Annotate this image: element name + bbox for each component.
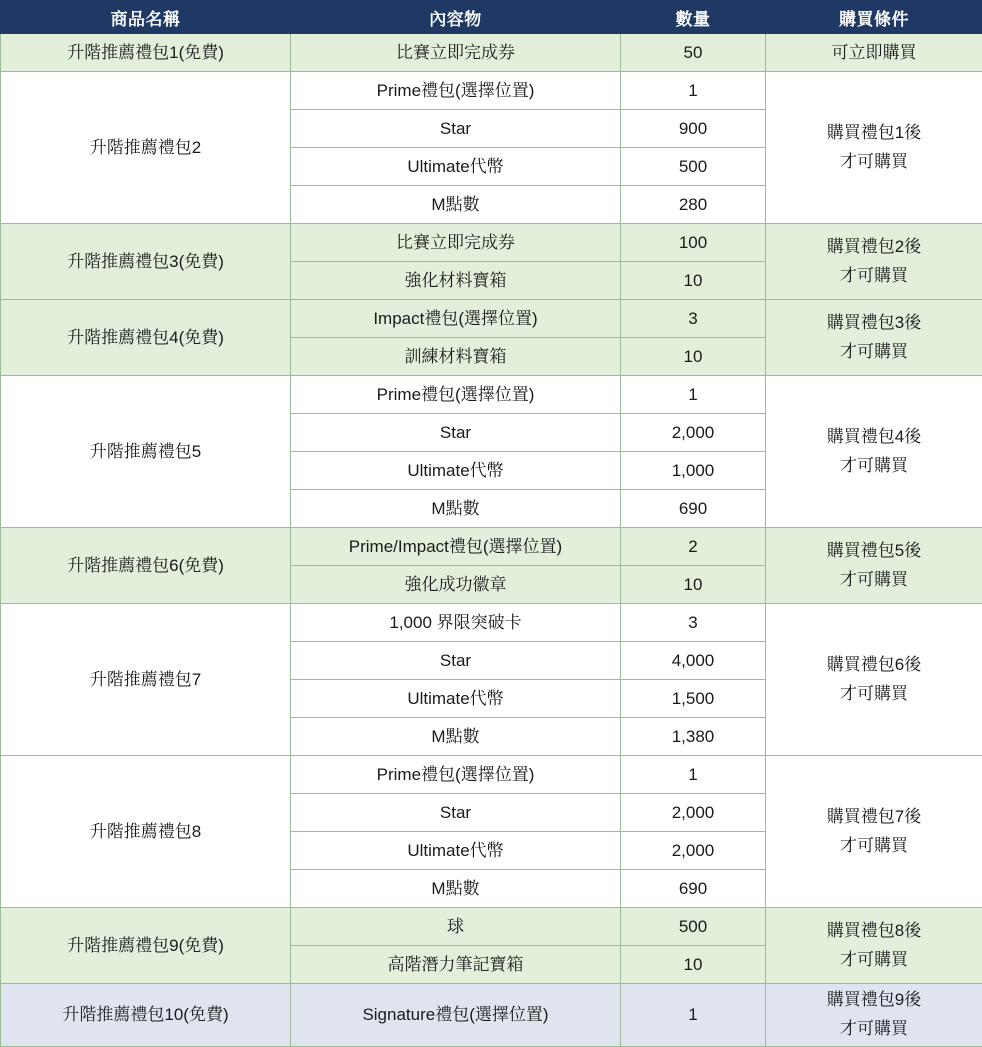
- package-quantity-cell: 900: [621, 110, 766, 148]
- purchase-condition-cell: [766, 34, 982, 72]
- package-content-cell: Ultimate代幣: [291, 148, 621, 186]
- package-content-cell: Ultimate代幣: [291, 452, 621, 490]
- package-quantity-cell: 1: [621, 376, 766, 414]
- package-content-cell: M點數: [291, 490, 621, 528]
- package-content-cell: Impact禮包(選擇位置): [291, 300, 621, 338]
- table-row: [1, 908, 982, 946]
- table-row: [1, 604, 982, 642]
- package-quantity-cell: 10: [621, 946, 766, 984]
- condition-line: 才可購買: [840, 266, 908, 285]
- package-quantity-cell: 280: [621, 186, 766, 224]
- package-quantity-cell: 1: [621, 72, 766, 110]
- purchase-condition-cell: [766, 72, 982, 224]
- package-content-cell: 訓練材料寶箱: [291, 338, 621, 376]
- package-quantity-cell: 2: [621, 528, 766, 566]
- package-name-cell: 升階推薦禮包5: [1, 376, 291, 528]
- package-quantity-cell: 4,000: [621, 642, 766, 680]
- package-content-cell: 強化材料寶箱: [291, 262, 621, 300]
- package-content-cell: Star: [291, 794, 621, 832]
- package-quantity-cell: 1: [621, 984, 766, 1047]
- column-header-contents: 內容物: [291, 1, 621, 34]
- purchase-condition-cell: [766, 300, 982, 376]
- condition-line: 才可購買: [840, 456, 908, 475]
- table-row: [1, 224, 982, 262]
- purchase-condition-cell: [766, 604, 982, 756]
- package-content-cell: M點數: [291, 718, 621, 756]
- package-quantity-cell: 1,500: [621, 680, 766, 718]
- package-content-cell: 比賽立即完成券: [291, 224, 621, 262]
- header-row: [1, 1, 982, 34]
- package-quantity-cell: 690: [621, 490, 766, 528]
- condition-line: 才可購買: [840, 684, 908, 703]
- package-name-cell: 升階推薦禮包6(免費): [1, 528, 291, 604]
- package-content-cell: 1,000 界限突破卡: [291, 604, 621, 642]
- condition-line: 才可購買: [840, 836, 908, 855]
- package-content-cell: 比賽立即完成券: [291, 34, 621, 72]
- package-content-cell: 球: [291, 908, 621, 946]
- condition-line: 購買禮包9後: [827, 990, 921, 1009]
- column-header-quantity: 數量: [621, 1, 766, 34]
- purchase-condition-cell: [766, 908, 982, 984]
- condition-line: 才可購買: [840, 342, 908, 361]
- condition-line: 購買禮包3後: [827, 313, 921, 332]
- package-quantity-cell: 2,000: [621, 794, 766, 832]
- package-content-cell: 強化成功徽章: [291, 566, 621, 604]
- table-row: [1, 984, 982, 1047]
- package-name-cell: 升階推薦禮包4(免費): [1, 300, 291, 376]
- package-quantity-cell: 500: [621, 908, 766, 946]
- package-quantity-cell: 2,000: [621, 832, 766, 870]
- condition-line: 可立即購買: [832, 43, 917, 62]
- condition-line: 購買禮包7後: [827, 807, 921, 826]
- package-content-cell: M點數: [291, 186, 621, 224]
- package-quantity-cell: 50: [621, 34, 766, 72]
- package-content-cell: Star: [291, 414, 621, 452]
- table-row: [1, 72, 982, 110]
- table-body: [1, 34, 982, 1047]
- condition-line: 購買禮包6後: [827, 655, 921, 674]
- package-content-cell: Prime/Impact禮包(選擇位置): [291, 528, 621, 566]
- condition-line: 購買禮包2後: [827, 237, 921, 256]
- package-content-cell: Prime禮包(選擇位置): [291, 376, 621, 414]
- package-content-cell: Ultimate代幣: [291, 832, 621, 870]
- table-row: [1, 376, 982, 414]
- package-quantity-cell: 10: [621, 566, 766, 604]
- package-content-cell: M點數: [291, 870, 621, 908]
- package-content-cell: Ultimate代幣: [291, 680, 621, 718]
- package-name-cell: 升階推薦禮包9(免費): [1, 908, 291, 984]
- package-name-cell: 升階推薦禮包3(免費): [1, 224, 291, 300]
- package-quantity-cell: 10: [621, 262, 766, 300]
- package-content-cell: 高階潛力筆記寶箱: [291, 946, 621, 984]
- package-content-cell: Star: [291, 642, 621, 680]
- package-quantity-cell: 2,000: [621, 414, 766, 452]
- package-name-cell: 升階推薦禮包7: [1, 604, 291, 756]
- purchase-condition-cell: [766, 528, 982, 604]
- package-name-cell: 升階推薦禮包8: [1, 756, 291, 908]
- purchase-condition-cell: [766, 756, 982, 908]
- package-content-cell: Signature禮包(選擇位置): [291, 984, 621, 1047]
- condition-line: 才可購買: [840, 950, 908, 969]
- condition-line: 購買禮包1後: [827, 123, 921, 142]
- column-header-condition: 購買條件: [766, 1, 982, 34]
- package-name-cell: 升階推薦禮包1(免費): [1, 34, 291, 72]
- package-quantity-cell: 1,380: [621, 718, 766, 756]
- condition-line: 才可購買: [840, 570, 908, 589]
- package-name-cell: 升階推薦禮包10(免費): [1, 984, 291, 1047]
- package-content-cell: Star: [291, 110, 621, 148]
- package-quantity-cell: 1: [621, 756, 766, 794]
- purchase-condition-cell: [766, 376, 982, 528]
- purchase-condition-cell: [766, 224, 982, 300]
- condition-line: 購買禮包4後: [827, 427, 921, 446]
- purchase-condition-cell: [766, 984, 982, 1047]
- package-quantity-cell: 1,000: [621, 452, 766, 490]
- package-quantity-cell: 3: [621, 604, 766, 642]
- condition-line: 購買禮包8後: [827, 921, 921, 940]
- condition-line: 才可購買: [840, 152, 908, 171]
- table-header: [1, 1, 982, 34]
- package-name-cell: 升階推薦禮包2: [1, 72, 291, 224]
- table-row: [1, 756, 982, 794]
- package-content-cell: Prime禮包(選擇位置): [291, 72, 621, 110]
- condition-line: 才可購買: [840, 1019, 908, 1038]
- package-quantity-cell: 500: [621, 148, 766, 186]
- table-row: [1, 528, 982, 566]
- package-content-cell: Prime禮包(選擇位置): [291, 756, 621, 794]
- package-quantity-cell: 100: [621, 224, 766, 262]
- condition-line: 購買禮包5後: [827, 541, 921, 560]
- package-quantity-cell: 690: [621, 870, 766, 908]
- package-quantity-cell: 10: [621, 338, 766, 376]
- package-quantity-cell: 3: [621, 300, 766, 338]
- column-header-name: 商品名稱: [1, 1, 291, 34]
- table-row: [1, 300, 982, 338]
- table-row: [1, 34, 982, 72]
